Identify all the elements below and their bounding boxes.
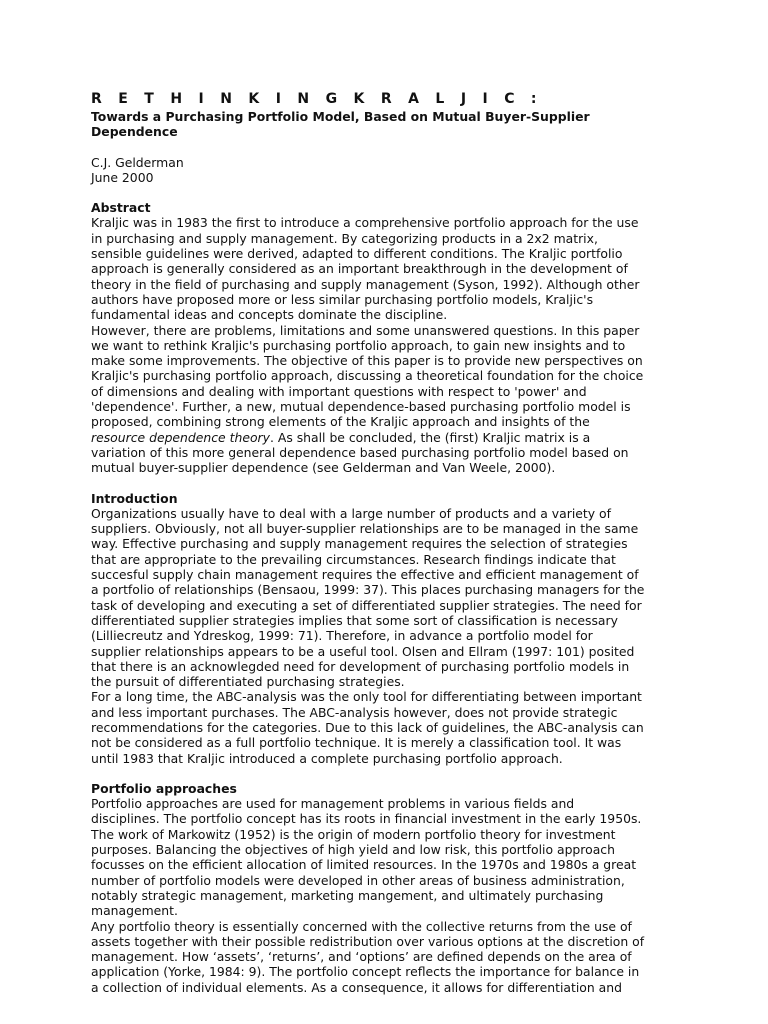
text-fragment: . As shall be concluded, the (first) Kraljic matrix is a: [269, 429, 591, 445]
text-line: the pursuit of differentiated purchasing strategies.: [91, 674, 405, 690]
text-line: [91, 430, 691, 445]
introduction-paragraph-1: [91, 506, 691, 690]
text-line: make some improvements. The objective of this paper is to provide new perspectives on: [91, 353, 643, 369]
text-line: However, there are problems, limitations and some unanswered questions. In this paper: [91, 322, 640, 338]
portfolio-paragraph-2: [91, 919, 691, 995]
paper-subtitle: Towards a Purchasing Portfolio Model, Based on Mutual Buyer-Supplier Dependence: [91, 109, 590, 140]
text-line: that there is an acknowlegded need for development of purchasing portfolio models in: [91, 658, 630, 674]
abstract-paragraph-1: [91, 215, 691, 322]
text-line: For a long time, the ABC-analysis was the only tool for differentiating between important: [91, 689, 642, 705]
text-line: sensible guidelines were derived, adapted to different conditions. The Kraljic portfolio: [91, 246, 623, 262]
text-line: way. Effective purchasing and supply management requires the selection of strategies: [91, 536, 628, 552]
text-line: authors have proposed more or less similar purchasing portfolio models, Kraljic's: [91, 291, 594, 307]
italic-term: resource dependence theory: [91, 429, 270, 445]
text-line: focusses on the efficient allocation of limited resources. In the 1970s and 1980s a great: [91, 857, 637, 873]
text-line: recommendations for the categories. Due to this lack of guidelines, the ABC-analysis can: [91, 719, 644, 735]
text-line: Kraljic's purchasing portfolio approach, discussing a theoretical foundation for the choice: [91, 368, 644, 384]
text-line: supplier relationships appears to be a useful tool. Olsen and Ellram (1997: 101) posited: [91, 643, 635, 659]
text-line: that are appropriate to the prevailing circumstances. Research findings indicate that: [91, 551, 616, 567]
publication-date: June 2000: [91, 169, 154, 185]
text-line: and less important purchases. The ABC-analysis however, does not provide strategic: [91, 704, 618, 720]
text-line: suppliers. Obviously, not all buyer-supplier relationships are to be managed in the same: [91, 521, 639, 537]
paper-title: R E T H I N K I N G K R A L J I C :: [91, 91, 543, 107]
text-line: Any portfolio theory is essentially concerned with the collective returns from the use of: [91, 918, 632, 934]
abstract-section: [91, 200, 691, 475]
text-line: of dimensions and dealing with important questions with respect to 'power' and: [91, 383, 587, 399]
text-line: a collection of individual elements. As a consequence, it allows for differentiation and: [91, 979, 622, 995]
text-line: (Lilliecreutz and Ydreskog, 1999: 71). Therefore, in advance a portfolio model for: [91, 628, 593, 644]
text-line: in purchasing and supply management. By categorizing products in a 2x2 matrix,: [91, 230, 598, 246]
text-line: not be considered as a full portfolio technique. It is merely a classification tool. It was: [91, 735, 622, 751]
text-line: approach is generally considered as an important breakthrough in the development of: [91, 261, 628, 277]
author-name: C.J. Gelderman: [91, 154, 184, 170]
portfolio-paragraph-1: [91, 796, 691, 918]
text-line: management.: [91, 903, 178, 919]
text-line: Portfolio approaches are used for management problems in various fields and: [91, 796, 575, 812]
text-line: Organizations usually have to deal with a large number of products and a variety of: [91, 505, 611, 521]
text-line: Kraljic was in 1983 the first to introduce a comprehensive portfolio approach for the use: [91, 215, 639, 231]
author-block: [91, 155, 691, 186]
paper-body: [91, 90, 691, 995]
text-line: differentiated supplier strategies implies that some sort of classification is necessary: [91, 612, 618, 628]
text-line: purposes. Balancing the objectives of high yield and low risk, this portfolio approach: [91, 842, 615, 858]
text-line: variation of this more general dependence based purchasing portfolio model based on: [91, 444, 629, 460]
text-line: we want to rethink Kraljic's purchasing portfolio approach, to gain new insights and to: [91, 337, 626, 353]
text-line: a portfolio of relationships (Bensaou, 1999: 37). This places purchasing managers for the: [91, 582, 645, 598]
text-line: management. How ‘assets’, ‘returns’, and ‘options’ are defined depends on the area of: [91, 949, 632, 965]
portfolio-heading: Portfolio approaches: [91, 780, 237, 796]
text-line: 'dependence'. Further, a new, mutual dependence-based purchasing portfolio model is: [91, 399, 631, 415]
text-line: proposed, combining strong elements of the Kraljic approach and insights of the: [91, 414, 590, 430]
text-line: succesful supply chain management requires the effective and efficient management of: [91, 567, 639, 583]
text-line: number of portfolio models were developed in other areas of business administration,: [91, 872, 625, 888]
abstract-heading: Abstract: [91, 200, 151, 216]
text-line: disciplines. The portfolio concept has its roots in financial investment in the early 1950s.: [91, 811, 642, 827]
text-line: fundamental ideas and concepts dominate the discipline.: [91, 307, 448, 323]
text-line: until 1983 that Kraljic introduced a complete purchasing portfolio approach.: [91, 750, 563, 766]
abstract-paragraph-2: [91, 323, 691, 476]
introduction-section: [91, 491, 691, 766]
text-line: notably strategic management, marketing mangement, and ultimately purchasing: [91, 887, 604, 903]
text-line: theory in the field of purchasing and supply management (Syson, 1992). Although other: [91, 276, 640, 292]
text-line: mutual buyer-supplier dependence (see Gelderman and Van Weele, 2000).: [91, 460, 556, 476]
text-line: task of developing and executing a set of differentiated supplier strategies. The need for: [91, 597, 642, 613]
introduction-heading: Introduction: [91, 490, 178, 506]
text-line: The work of Markowitz (1952) is the origin of modern portfolio theory for investment: [91, 826, 616, 842]
introduction-paragraph-2: [91, 689, 691, 765]
portfolio-section: [91, 781, 691, 995]
text-line: assets together with their possible redistribution over various options at the discretion of: [91, 933, 645, 949]
text-line: application (Yorke, 1984: 9). The portfolio concept reflects the importance for balance in: [91, 964, 640, 980]
